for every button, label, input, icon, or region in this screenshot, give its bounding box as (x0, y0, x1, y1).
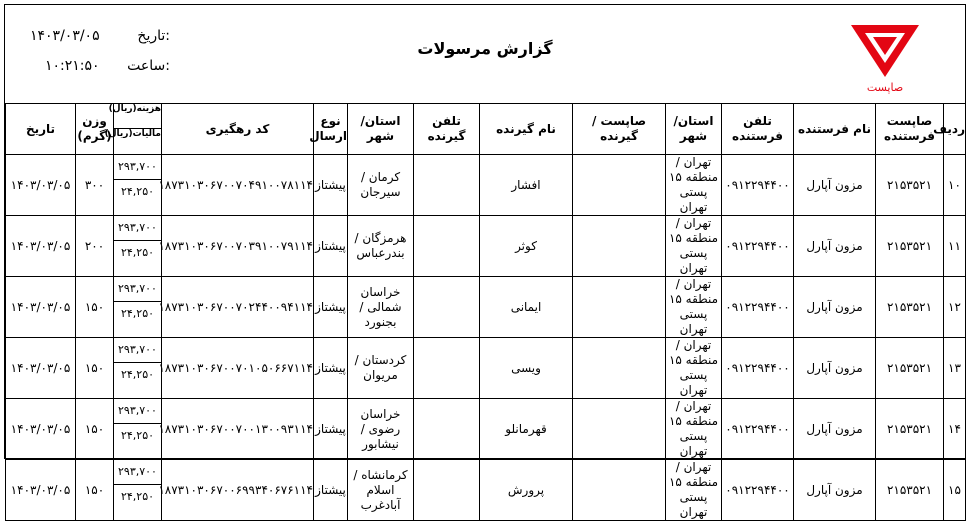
time-line (30, 57, 170, 77)
cell-receiver-city: کردستان / مریوان (348, 338, 414, 399)
cell-row: ۱۴ (944, 399, 966, 460)
cell-fee: ۲۹۳,۷۰۰ (118, 465, 157, 478)
cell-receiver-phone (414, 399, 480, 460)
cell-receiver-phone (414, 338, 480, 399)
cell-receiver-sapost (573, 338, 666, 399)
cell-fee: ۲۹۳,۷۰۰ (118, 160, 157, 173)
cell-tax: ۲۴,۲۵۰ (114, 423, 161, 448)
cell-sender-sapost: ۲۱۵۳۵۲۱ (876, 216, 944, 277)
time-label: ساعت: (127, 58, 170, 74)
cell-tracking: ۱۸۷۳۱۰۳۰۶۷۰۰۷۰۱۰۵۰۶۶۷۱۱۴ (162, 338, 314, 399)
cell-sender-phone: ۰۹۱۲۲۹۴۴۰۰ (722, 399, 794, 460)
cell-sender-name: مزون آپارل (794, 338, 876, 399)
cell-receiver-phone (414, 460, 480, 521)
shipments-table (5, 103, 966, 521)
cell-sender-city: تهران / منطقه ۱۵ پستی تهران (666, 338, 722, 399)
cell-fee: ۲۹۳,۷۰۰ (118, 404, 157, 417)
col-receiver-phone: تلفن گیرنده (414, 104, 480, 155)
cell-date: ۱۴۰۳/۰۳/۰۵ (6, 216, 76, 277)
cell-sender-sapost: ۲۱۵۳۵۲۱ (876, 460, 944, 521)
sapost-logo (845, 15, 925, 95)
table-row (6, 155, 966, 216)
table-header (6, 104, 966, 155)
cell-sender-sapost: ۲۱۵۳۵۲۱ (876, 338, 944, 399)
cell-send-type: پیشتاز (314, 338, 348, 399)
cell-fee-tax (114, 338, 162, 399)
cell-date: ۱۴۰۳/۰۳/۰۵ (6, 277, 76, 338)
cell-sender-sapost: ۲۱۵۳۵۲۱ (876, 277, 944, 338)
cell-date: ۱۴۰۳/۰۳/۰۵ (6, 399, 76, 460)
cell-receiver-phone (414, 155, 480, 216)
cell-sender-phone: ۰۹۱۲۲۹۴۴۰۰ (722, 460, 794, 521)
cell-sender-name: مزون آپارل (794, 399, 876, 460)
cell-weight: ۲۰۰ (76, 216, 114, 277)
cell-receiver-sapost (573, 155, 666, 216)
report-header (5, 5, 965, 105)
cell-row: ۱۱ (944, 216, 966, 277)
col-tracking: کد رهگیری (162, 104, 314, 155)
cell-row: ۱۳ (944, 338, 966, 399)
shield-logo-icon (845, 15, 925, 95)
col-row: ردیف (944, 104, 966, 155)
cell-sender-city: تهران / منطقه ۱۵ پستی تهران (666, 216, 722, 277)
cell-sender-name: مزون آپارل (794, 216, 876, 277)
table-row (6, 460, 966, 521)
cell-receiver-city: هرمزگان / بندرعباس (348, 216, 414, 277)
table-row (6, 399, 966, 460)
cell-send-type: پیشتاز (314, 216, 348, 277)
cell-sender-sapost: ۲۱۵۳۵۲۱ (876, 399, 944, 460)
date-line (30, 27, 170, 47)
cell-fee-tax (114, 216, 162, 277)
col-sender-sapost: صاپست فرستنده (876, 104, 944, 155)
cell-tax: ۲۴,۲۵۰ (114, 301, 161, 326)
cell-row: ۱۵ (944, 460, 966, 521)
col-date: تاریخ (6, 104, 76, 155)
col-fee: هزینه(ریال) (108, 104, 161, 114)
cell-receiver-city: خراسان رضوی / نیشابور (348, 399, 414, 460)
cell-sender-phone: ۰۹۱۲۲۹۴۴۰۰ (722, 155, 794, 216)
cell-tracking: ۱۸۷۳۱۰۳۰۶۷۰۰۷۰۴۹۱۰۰۷۸۱۱۴ (162, 155, 314, 216)
cell-date: ۱۴۰۳/۰۳/۰۵ (6, 338, 76, 399)
cell-receiver-name: ایمانی (480, 277, 573, 338)
cell-tracking: ۱۸۷۳۱۰۳۰۶۷۰۰۷۰۲۴۴۰۰۹۴۱۱۴ (162, 277, 314, 338)
cell-tracking: ۱۸۷۳۱۰۳۰۶۷۰۰۷۰۰۱۳۰۰۹۳۱۱۴ (162, 399, 314, 460)
date-label: تاریخ: (137, 28, 170, 44)
col-sender-city: استان/ شهر (666, 104, 722, 155)
cell-fee: ۲۹۳,۷۰۰ (118, 343, 157, 356)
col-receiver-sapost: صاپست / گیرنده (573, 104, 666, 155)
col-tax: مالیات(ریال) (114, 128, 161, 153)
col-receiver-city: استان/ شهر (348, 104, 414, 155)
cell-sender-city: تهران / منطقه ۱۵ پستی تهران (666, 460, 722, 521)
cell-send-type: پیشتاز (314, 460, 348, 521)
cell-send-type: پیشتاز (314, 277, 348, 338)
cell-receiver-city: خراسان شمالی / بجنورد (348, 277, 414, 338)
cell-receiver-city: کرمانشاه / اسلام آبادغرب (348, 460, 414, 521)
col-receiver-name: نام گیرنده (480, 104, 573, 155)
page-title: گزارش مرسولات (417, 39, 553, 58)
cell-receiver-sapost (573, 399, 666, 460)
cell-fee: ۲۹۳,۷۰۰ (118, 282, 157, 295)
cell-receiver-name: پرورش (480, 460, 573, 521)
date-value: ۱۴۰۳/۰۳/۰۵ (30, 28, 100, 44)
cell-weight: ۱۵۰ (76, 460, 114, 521)
col-sender-phone: تلفن فرستنده (722, 104, 794, 155)
cell-fee-tax (114, 155, 162, 216)
cell-sender-phone: ۰۹۱۲۲۹۴۴۰۰ (722, 277, 794, 338)
table-row (6, 277, 966, 338)
cell-send-type: پیشتاز (314, 155, 348, 216)
cell-fee: ۲۹۳,۷۰۰ (118, 221, 157, 234)
cell-receiver-sapost (573, 277, 666, 338)
cell-fee-tax (114, 460, 162, 521)
cell-sender-phone: ۰۹۱۲۲۹۴۴۰۰ (722, 216, 794, 277)
cell-sender-name: مزون آپارل (794, 277, 876, 338)
cell-receiver-phone (414, 216, 480, 277)
cell-tax: ۲۴,۲۵۰ (114, 179, 161, 204)
cell-receiver-name: کوثر (480, 216, 573, 277)
cell-date: ۱۴۰۳/۰۳/۰۵ (6, 155, 76, 216)
cell-sender-name: مزون آپارل (794, 460, 876, 521)
cell-tax: ۲۴,۲۵۰ (114, 362, 161, 387)
report-frame (4, 4, 966, 519)
table-row (6, 338, 966, 399)
cell-receiver-name: افشار (480, 155, 573, 216)
cell-weight: ۱۵۰ (76, 399, 114, 460)
cell-receiver-name: ویسی (480, 338, 573, 399)
cell-tax: ۲۴,۲۵۰ (114, 240, 161, 265)
cell-fee-tax (114, 277, 162, 338)
cell-tax: ۲۴,۲۵۰ (114, 484, 161, 509)
cell-tracking: ۱۸۷۳۱۰۳۰۶۷۰۰۷۰۳۹۱۰۰۷۹۱۱۴ (162, 216, 314, 277)
cell-row: ۱۲ (944, 277, 966, 338)
cell-sender-city: تهران / منطقه ۱۵ پستی تهران (666, 399, 722, 460)
table-row (6, 216, 966, 277)
cell-sender-city: تهران / منطقه ۱۵ پستی تهران (666, 277, 722, 338)
cell-row: ۱۰ (944, 155, 966, 216)
col-weight: وزن (گرم) (76, 104, 114, 155)
cell-tracking: ۱۸۷۳۱۰۳۰۶۷۰۰۶۹۹۳۴۰۶۷۶۱۱۴ (162, 460, 314, 521)
cell-receiver-sapost (573, 460, 666, 521)
cell-sender-name: مزون آپارل (794, 155, 876, 216)
cell-sender-phone: ۰۹۱۲۲۹۴۴۰۰ (722, 338, 794, 399)
cell-weight: ۳۰۰ (76, 155, 114, 216)
cell-fee-tax (114, 399, 162, 460)
cell-weight: ۱۵۰ (76, 338, 114, 399)
col-sender-name: نام فرستنده (794, 104, 876, 155)
cell-receiver-name: قهرمانلو (480, 399, 573, 460)
cell-receiver-phone (414, 277, 480, 338)
cell-sender-city: تهران / منطقه ۱۵ پستی تهران (666, 155, 722, 216)
cell-sender-sapost: ۲۱۵۳۵۲۱ (876, 155, 944, 216)
cell-weight: ۱۵۰ (76, 277, 114, 338)
cell-receiver-sapost (573, 216, 666, 277)
time-value: ۱۰:۲۱:۵۰ (45, 58, 100, 74)
cell-date: ۱۴۰۳/۰۳/۰۵ (6, 460, 76, 521)
col-send-type: نوع ارسال (314, 104, 348, 155)
col-fee-tax (104, 104, 162, 155)
cell-receiver-city: کرمان / سیرجان (348, 155, 414, 216)
logo-wordmark: صاپست (866, 81, 904, 94)
cell-send-type: پیشتاز (314, 399, 348, 460)
